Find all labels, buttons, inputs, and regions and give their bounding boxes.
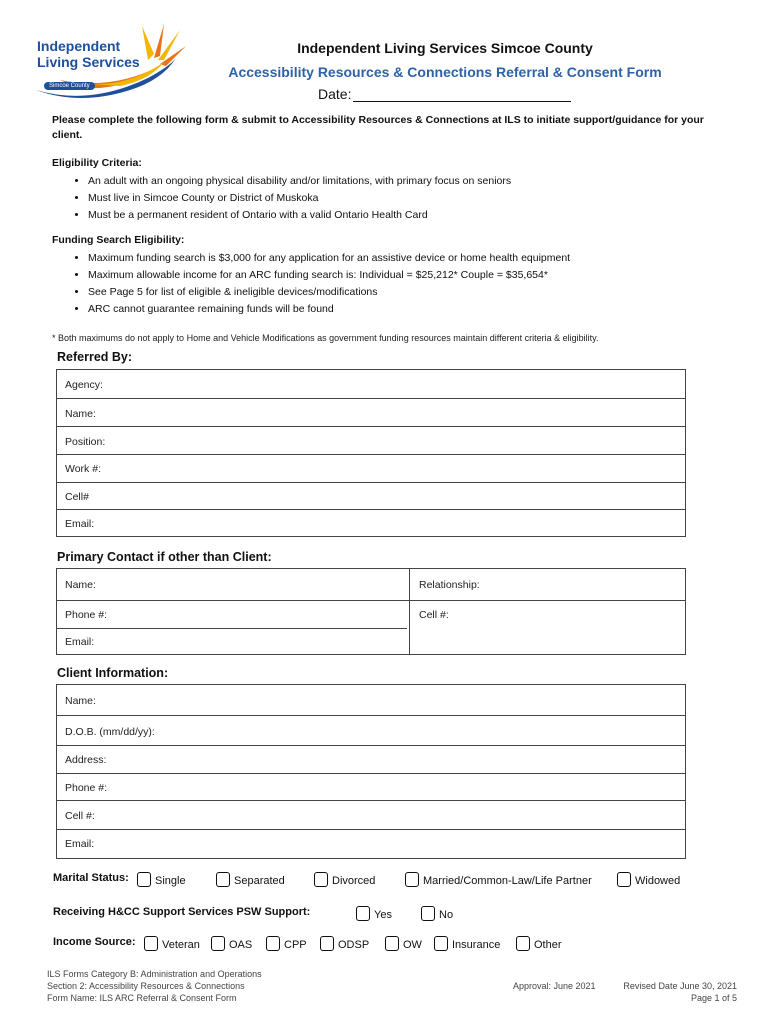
field-label: D.O.B. (mm/dd/yy): — [65, 726, 155, 738]
checkbox-icon[interactable] — [617, 872, 631, 887]
checkbox-icon[interactable] — [385, 936, 399, 951]
field-label: Name: — [65, 579, 96, 591]
checkbox-cpp[interactable] — [266, 936, 307, 951]
checkbox-label: ODSP — [338, 939, 370, 951]
checkbox-label: Married/Common-Law/Life Partner — [423, 875, 592, 887]
checkbox-label: Veteran — [162, 939, 200, 951]
org-title: Independent Living Services Simcoe County — [297, 40, 593, 56]
field-label: Address: — [65, 754, 107, 766]
list-item: • Maximum funding search is $3,000 for any application for an assistive device or home health equipment — [88, 250, 732, 267]
footer-right — [560, 980, 737, 1004]
checkbox-label: Single — [155, 875, 186, 887]
eligibility-list — [52, 173, 732, 224]
checkbox-label: Separated — [234, 875, 285, 887]
checkbox-icon[interactable] — [216, 872, 230, 887]
field-label: Phone #: — [65, 782, 108, 794]
field-label: Agency: — [65, 379, 103, 391]
checkbox-veteran[interactable] — [144, 936, 200, 951]
checkbox-label: OW — [403, 939, 422, 951]
intro-block — [52, 113, 732, 318]
checkbox-icon[interactable] — [356, 906, 370, 921]
footer-left — [47, 968, 262, 1004]
footer-page: Page 1 of 5 — [690, 993, 737, 1003]
checkbox-oas[interactable] — [211, 936, 252, 951]
eligibility-heading: Eligibility Criteria: — [52, 157, 142, 169]
checkbox-odsp[interactable] — [320, 936, 369, 951]
date-label: Date: — [318, 86, 352, 102]
list-item: • Maximum allowable income for an ARC funding search is: Individual = $25,212* Couple = $35,654* — [88, 267, 732, 284]
checkbox-icon[interactable] — [314, 872, 328, 887]
primary-contact-title: Primary Contact if other than Client: — [57, 550, 272, 564]
footer-section: Section 2: Accessibility Resources & Connections — [47, 981, 245, 991]
date-row — [318, 86, 571, 102]
footer-category: ILS Forms Category B: Administration and Operations — [47, 969, 262, 979]
client-info-title: Client Information: — [57, 666, 169, 680]
intro-text: Please complete the following form & submit to Accessibility Resources & Connections at ILS to initiate support/guidance for your client. — [52, 114, 704, 141]
footnote: * Both maximums do not apply to Home and Vehicle Modifications as government funding resources maintain different criteria & eligibility. — [52, 333, 599, 343]
field-label: Position: — [65, 436, 106, 448]
checkbox-label: No — [439, 909, 454, 921]
checkbox-icon[interactable] — [516, 936, 530, 951]
checkbox-icon[interactable] — [320, 936, 334, 951]
checkbox-label: Widowed — [635, 875, 681, 887]
primary-contact-box — [56, 568, 686, 655]
field-label: Email: — [65, 636, 95, 648]
hcc-row — [53, 906, 310, 918]
checkbox-widowed[interactable] — [617, 872, 680, 887]
list-item: • An adult with an ongoing physical disability and/or limitations, with primary focus on seniors — [88, 173, 732, 190]
checkbox-label: OAS — [229, 939, 253, 951]
checkbox-icon[interactable] — [137, 872, 151, 887]
list-item: • Must live in Simcoe County or District of Muskoka — [88, 190, 732, 207]
referred-by-box — [56, 369, 686, 537]
checkbox-other[interactable] — [516, 936, 562, 951]
footer-form-name: Form Name: ILS ARC Referral & Consent Form — [47, 993, 237, 1003]
checkbox-icon[interactable] — [211, 936, 225, 951]
income-label: Income Source: — [53, 936, 136, 948]
list-item: • Must be a permanent resident of Ontario with a valid Ontario Health Card — [88, 207, 732, 224]
field-label: Email: — [65, 518, 95, 530]
footer-approval: Approval: June 2021 — [513, 981, 596, 991]
list-item: • ARC cannot guarantee remaining funds will be found — [88, 301, 732, 318]
checkbox-icon[interactable] — [421, 906, 435, 921]
checkbox-separated[interactable] — [216, 872, 285, 887]
logo-line-1: Independent — [37, 38, 121, 54]
field-label: Name: — [65, 408, 96, 420]
checkbox-insurance[interactable] — [434, 936, 500, 951]
logo-line-2: Living Services — [37, 54, 140, 70]
referred-by-title: Referred By: — [57, 350, 133, 364]
form-title: Accessibility Resources & Connections Referral & Consent Form — [228, 64, 662, 80]
checkbox-label: Insurance — [452, 939, 501, 951]
field-label: Phone #: — [65, 609, 108, 621]
checkbox-label: Divorced — [332, 875, 376, 887]
logo-tag: Simcoe County — [44, 82, 95, 90]
field-label: Work #: — [65, 463, 101, 475]
income-row — [53, 936, 136, 948]
hcc-label: Receiving H&CC Support Services PSW Support: — [53, 906, 311, 918]
checkbox-icon[interactable] — [144, 936, 158, 951]
checkbox-label: CPP — [284, 939, 307, 951]
field-label: Cell #: — [419, 609, 449, 621]
checkbox-no[interactable] — [421, 906, 453, 921]
checkbox-single[interactable] — [137, 872, 186, 887]
checkbox-divorced[interactable] — [314, 872, 375, 887]
checkbox-yes[interactable] — [356, 906, 392, 921]
checkbox-married[interactable] — [405, 872, 592, 887]
client-info-box — [56, 684, 686, 859]
checkbox-ow[interactable] — [385, 936, 422, 951]
field-label: Email: — [65, 838, 95, 850]
list-item: • See Page 5 for list of eligible & ineligible devices/modifications — [88, 284, 732, 301]
marital-status-row — [53, 872, 129, 884]
funding-heading: Funding Search Eligibility: — [52, 234, 185, 246]
date-field[interactable] — [353, 87, 571, 102]
field-label: Name: — [65, 695, 96, 707]
footer-revised: Revised Date June 30, 2021 — [623, 981, 737, 991]
funding-list — [52, 250, 732, 318]
ils-logo — [30, 20, 190, 100]
checkbox-icon[interactable] — [405, 872, 419, 887]
checkbox-label: Other — [534, 939, 562, 951]
checkbox-label: Yes — [374, 909, 392, 921]
checkbox-icon[interactable] — [434, 936, 448, 951]
field-label: Relationship: — [419, 579, 480, 591]
field-label: Cell #: — [65, 810, 95, 822]
checkbox-icon[interactable] — [266, 936, 280, 951]
field-label: Cell# — [65, 491, 89, 503]
marital-status-label: Marital Status: — [53, 872, 129, 884]
